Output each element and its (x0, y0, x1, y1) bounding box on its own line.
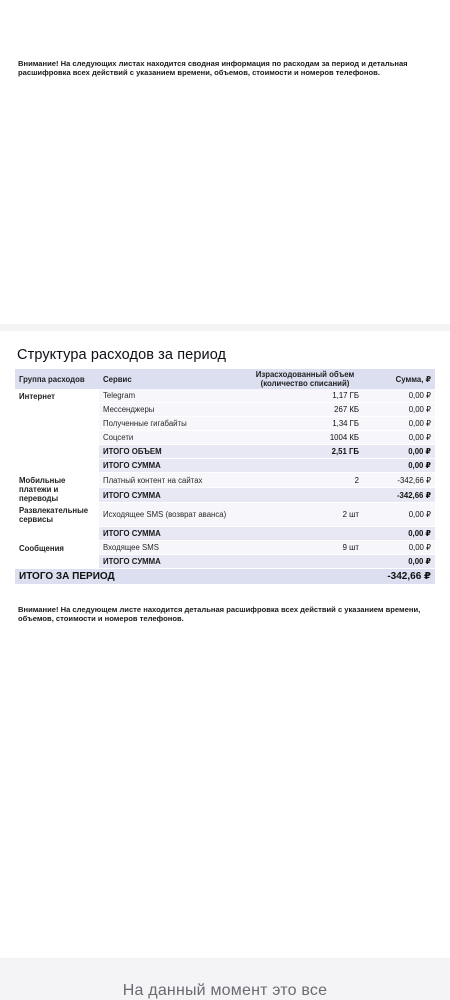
header-service: Сервис (99, 369, 247, 389)
total-sum-volume (247, 527, 363, 541)
volume-cell: 1004 КБ (247, 431, 363, 445)
sum-cell: 0,00 ₽ (363, 541, 435, 555)
group-mobile-payments: Мобильные платежи и переводы (15, 473, 99, 503)
volume-cell: 2 шт (247, 503, 363, 527)
grand-total-label: ИТОГО ЗА ПЕРИОД (15, 569, 363, 584)
volume-cell: 1,17 ГБ (247, 389, 363, 403)
grand-total-value: -342,66 ₽ (363, 569, 435, 584)
table-row (15, 389, 435, 403)
total-volume-sum: 0,00 ₽ (363, 445, 435, 459)
notice-summary-info: Внимание! На следующих листах находится сводная информация по расходам за период и детальная расшифровка всех действий с указанием времени, объемов, стоимости и номеров телефонов. (18, 59, 408, 77)
group-messages: Сообщения (15, 541, 99, 569)
group-entertainment: Развлекательные сервисы (15, 503, 99, 541)
report-page-1 (0, 0, 450, 324)
end-of-content-message: На данный момент это все (122, 982, 328, 999)
total-sum-label: ИТОГО СУММА (99, 527, 247, 541)
service-cell: Telegram (99, 389, 247, 403)
volume-cell: 1,34 ГБ (247, 417, 363, 431)
bottom-status-bar (0, 958, 450, 1000)
total-sum-volume (247, 459, 363, 473)
total-sum-label: ИТОГО СУММА (99, 555, 247, 569)
header-sum: Сумма, ₽ (363, 369, 435, 389)
service-cell: Мессенджеры (99, 403, 247, 417)
sum-cell: 0,00 ₽ (363, 403, 435, 417)
total-sum-volume (247, 555, 363, 569)
total-sum-label: ИТОГО СУММА (99, 459, 247, 473)
total-volume-value: 2,51 ГБ (247, 445, 363, 459)
volume-cell: 267 КБ (247, 403, 363, 417)
header-group: Группа расходов (15, 369, 99, 389)
header-volume: Израсходованный объем (количество списаний) (247, 369, 363, 389)
table-row (15, 503, 435, 527)
section-title: Структура расходов за период (17, 347, 227, 363)
grand-total-row (15, 569, 435, 584)
table-row (15, 473, 435, 488)
sum-cell: 0,00 ₽ (363, 431, 435, 445)
total-sum-label: ИТОГО СУММА (99, 488, 247, 503)
sum-cell: 0,00 ₽ (363, 389, 435, 403)
service-cell: Входящее SMS (99, 541, 247, 555)
report-page-2 (0, 331, 450, 959)
total-volume-label: ИТОГО ОБЪЕМ (99, 445, 247, 459)
sum-cell: -342,66 ₽ (363, 473, 435, 488)
table-row (15, 541, 435, 555)
expenses-structure-table (15, 369, 435, 584)
volume-cell: 2 (247, 473, 363, 488)
total-sum-value: 0,00 ₽ (363, 459, 435, 473)
group-internet: Интернет (15, 389, 99, 473)
service-cell: Соцсети (99, 431, 247, 445)
service-cell: Платный контент на сайтах (99, 473, 247, 488)
total-sum-value: 0,00 ₽ (363, 527, 435, 541)
total-sum-volume (247, 488, 363, 503)
total-sum-value: 0,00 ₽ (363, 555, 435, 569)
sum-cell: 0,00 ₽ (363, 417, 435, 431)
sum-cell: 0,00 ₽ (363, 503, 435, 527)
service-cell: Исходящее SMS (возврат аванса) (99, 503, 247, 527)
service-cell: Полученные гигабайты (99, 417, 247, 431)
notice-detailed-breakdown: Внимание! На следующем листе находится детальная расшифровка всех действий с указанием времени, объемов, стоимости и номеров телефонов. (18, 605, 421, 623)
table-header-row (15, 369, 435, 389)
volume-cell: 9 шт (247, 541, 363, 555)
total-sum-value: -342,66 ₽ (363, 488, 435, 503)
